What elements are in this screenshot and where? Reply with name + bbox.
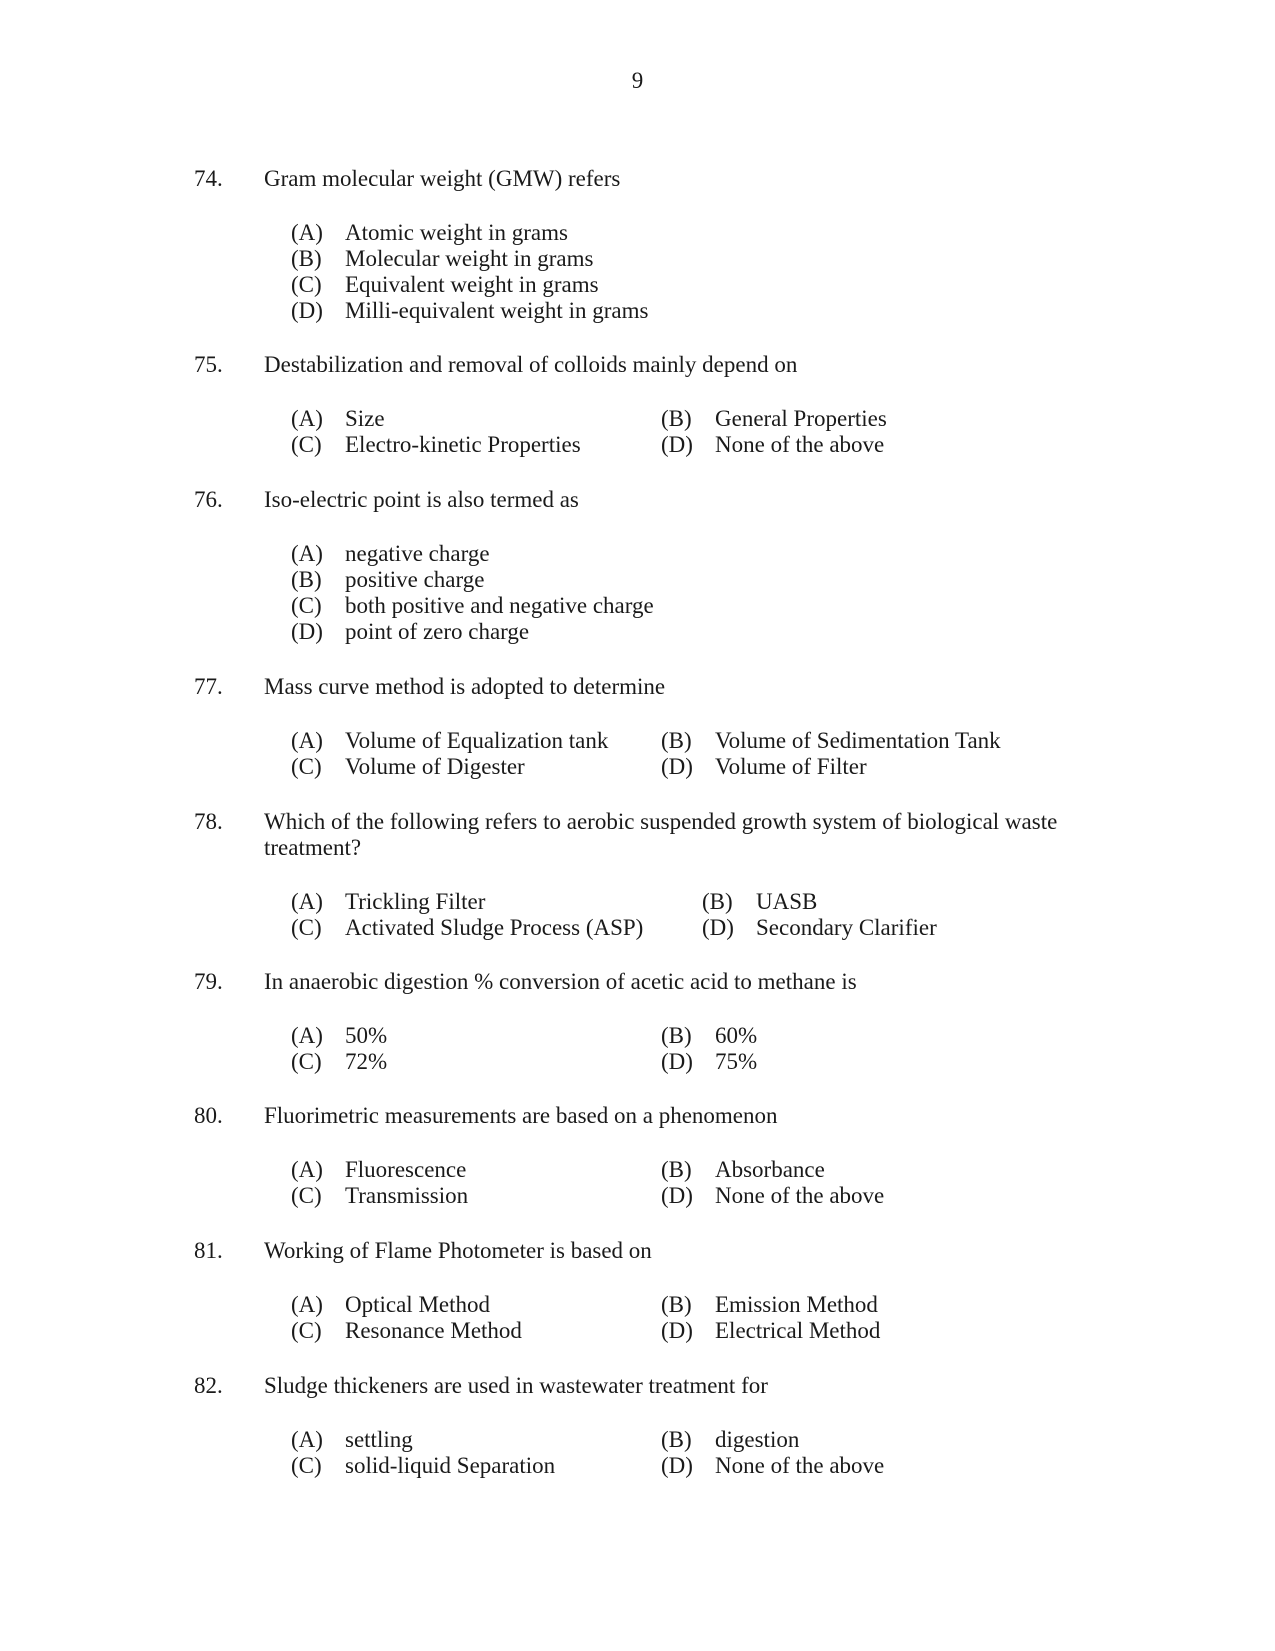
- option-letter: (D): [702, 915, 734, 940]
- option-text: Optical Method: [345, 1292, 490, 1317]
- option-letter: (B): [661, 406, 692, 431]
- option-text: Equivalent weight in grams: [345, 272, 599, 297]
- option-text: both positive and negative charge: [345, 593, 654, 618]
- question-number: 80.: [194, 1103, 223, 1128]
- question-number: 81.: [194, 1238, 223, 1263]
- option-letter: (D): [291, 298, 323, 323]
- option-letter: (B): [661, 1292, 692, 1317]
- question-text-line-2: treatment?: [264, 835, 362, 860]
- option-text: General Properties: [715, 406, 887, 431]
- question-number: 82.: [194, 1373, 223, 1398]
- option-letter: (B): [661, 728, 692, 753]
- option-text: Secondary Clarifier: [756, 915, 937, 940]
- option-letter: (D): [291, 619, 323, 644]
- option-text: Activated Sludge Process (ASP): [345, 915, 644, 940]
- option-text: digestion: [715, 1427, 800, 1452]
- option-text: Transmission: [345, 1183, 469, 1208]
- option-text: Volume of Sedimentation Tank: [715, 728, 1001, 753]
- option-text: Milli-equivalent weight in grams: [345, 298, 649, 323]
- question-text: Sludge thickeners are used in wastewater treatment for: [264, 1373, 768, 1398]
- option-letter: (B): [291, 246, 322, 271]
- option-text: solid-liquid Separation: [345, 1453, 556, 1478]
- option-text: Electrical Method: [715, 1318, 881, 1343]
- question-text: Iso-electric point is also termed as: [264, 487, 579, 512]
- option-text: 72%: [345, 1049, 388, 1074]
- option-letter: (B): [661, 1427, 692, 1452]
- option-letter: (C): [291, 1453, 322, 1478]
- option-text: negative charge: [345, 541, 490, 566]
- question-text: Gram molecular weight (GMW) refers: [264, 166, 621, 191]
- option-text: Atomic weight in grams: [345, 220, 568, 245]
- question-number: 77.: [194, 674, 223, 699]
- option-text: Volume of Equalization tank: [345, 728, 609, 753]
- option-text: Trickling Filter: [345, 889, 486, 914]
- option-text: Fluorescence: [345, 1157, 467, 1182]
- option-letter: (C): [291, 915, 322, 940]
- question-text-line-1: Which of the following refers to aerobic suspended growth system of biological waste: [264, 809, 1058, 834]
- option-letter: (A): [291, 220, 323, 245]
- option-text: Volume of Filter: [715, 754, 867, 779]
- question-text: Fluorimetric measurements are based on a phenomenon: [264, 1103, 778, 1128]
- option-letter: (C): [291, 754, 322, 779]
- option-text: point of zero charge: [345, 619, 530, 644]
- question-text: Mass curve method is adopted to determine: [264, 674, 666, 699]
- option-letter: (A): [291, 1023, 323, 1048]
- question-number: 75.: [194, 352, 223, 377]
- option-text: Size: [345, 406, 385, 431]
- option-text: Absorbance: [715, 1157, 825, 1182]
- option-text: Resonance Method: [345, 1318, 522, 1343]
- page-number: 9: [631, 68, 644, 93]
- option-letter: (A): [291, 1292, 323, 1317]
- option-text: None of the above: [715, 1453, 885, 1478]
- option-letter: (B): [291, 567, 322, 592]
- option-letter: (A): [291, 1427, 323, 1452]
- option-letter: (C): [291, 1318, 322, 1343]
- option-text: 75%: [715, 1049, 758, 1074]
- option-letter: (C): [291, 272, 322, 297]
- option-letter: (D): [661, 432, 693, 457]
- option-text: 50%: [345, 1023, 388, 1048]
- question-text: In anaerobic digestion % conversion of acetic acid to methane is: [264, 969, 857, 994]
- question-number: 78.: [194, 809, 223, 834]
- option-text: positive charge: [345, 567, 485, 592]
- option-letter: (C): [291, 593, 322, 618]
- option-letter: (D): [661, 1049, 693, 1074]
- option-letter: (C): [291, 1183, 322, 1208]
- question-number: 76.: [194, 487, 223, 512]
- option-letter: (D): [661, 1183, 693, 1208]
- option-letter: (B): [702, 889, 733, 914]
- option-letter: (A): [291, 541, 323, 566]
- option-letter: (D): [661, 754, 693, 779]
- option-letter: (D): [661, 1453, 693, 1478]
- option-text: settling: [345, 1427, 413, 1452]
- option-letter: (A): [291, 889, 323, 914]
- option-letter: (D): [661, 1318, 693, 1343]
- question-text: Destabilization and removal of colloids mainly depend on: [264, 352, 798, 377]
- option-letter: (A): [291, 728, 323, 753]
- option-text: Emission Method: [715, 1292, 878, 1317]
- option-letter: (C): [291, 432, 322, 457]
- question-number: 79.: [194, 969, 223, 994]
- option-letter: (B): [661, 1023, 692, 1048]
- option-letter: (A): [291, 1157, 323, 1182]
- option-text: UASB: [756, 889, 818, 914]
- option-letter: (B): [661, 1157, 692, 1182]
- option-text: Volume of Digester: [345, 754, 525, 779]
- option-letter: (C): [291, 1049, 322, 1074]
- option-text: None of the above: [715, 1183, 885, 1208]
- question-number: 74.: [194, 166, 223, 191]
- question-text: Working of Flame Photometer is based on: [264, 1238, 652, 1263]
- option-text: None of the above: [715, 432, 885, 457]
- option-letter: (A): [291, 406, 323, 431]
- option-text: Molecular weight in grams: [345, 246, 594, 271]
- option-text: 60%: [715, 1023, 758, 1048]
- option-text: Electro-kinetic Properties: [345, 432, 581, 457]
